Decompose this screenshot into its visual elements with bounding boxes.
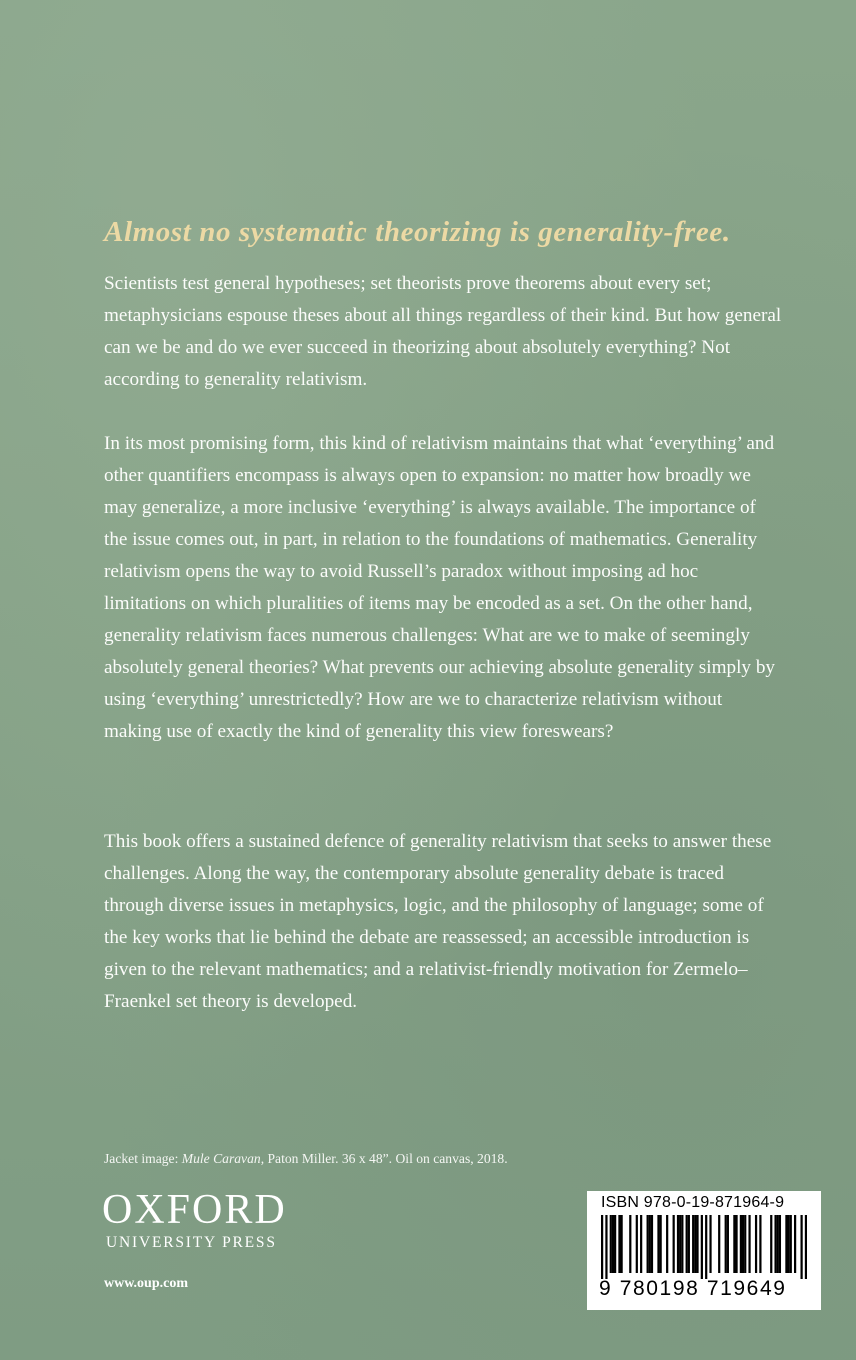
credit-details: , Paton Miller. 36 x 48”. Oil on canvas, 2018.	[260, 1151, 508, 1166]
barcode-bar	[742, 1215, 744, 1273]
barcode-bar	[605, 1215, 607, 1279]
barcode-bar	[779, 1215, 781, 1273]
jacket-image-credit	[104, 1151, 508, 1167]
barcode-icon	[601, 1215, 807, 1279]
barcode-bar	[692, 1215, 694, 1273]
blurb-paragraph-2: In its most promising form, this kind of relativism maintains that what ‘everything’ and other quantifiers encompass is always open to expansion: no matter how broadly we may generalize, a more inclusive ‘everything’ is always available. The importance of the issue comes out, in part, in relation to the foundations of mathematics. Generality relativism opens the way to avoid Russell’s paradox without imposing ad hoc limitations on which pluralities of items may be encoded as a set. On the other hand, generality relativism faces numerous challenges: What are we to make of seemingly absolutely general theories? What prevents our achieving absolute generality simply by using ‘everything’ unrestrictedly? How are we to characterize relativism without making use of exactly the kind of generality this view foreswears?	[104, 433, 776, 742]
barcode-bar	[800, 1215, 802, 1279]
barcode-bar	[785, 1215, 787, 1273]
barcode-bar	[790, 1215, 792, 1273]
barcode-bar	[744, 1215, 746, 1273]
barcode-bar	[735, 1215, 737, 1273]
barcode-bar	[621, 1215, 623, 1273]
isbn-label: ISBN 978-0-19-871964-9	[601, 1194, 785, 1211]
barcode-bar	[733, 1215, 735, 1273]
barcode-bar	[614, 1215, 616, 1273]
barcode-bar	[686, 1215, 688, 1273]
barcode-bar	[651, 1215, 653, 1273]
barcode-bar	[677, 1215, 679, 1273]
barcode-bar	[705, 1215, 707, 1279]
barcode-bar	[740, 1215, 742, 1273]
barcode-bar	[681, 1215, 683, 1273]
tagline: Almost no systematic theorizing is generality-free.	[104, 216, 731, 248]
barcode-bar	[701, 1215, 703, 1279]
barcode-bar	[629, 1215, 631, 1273]
barcode-bar	[696, 1215, 698, 1273]
publisher-website: www.oup.com	[104, 1276, 189, 1291]
barcode-digits: 9 780198 719649	[599, 1277, 787, 1300]
publisher-subtitle: UNIVERSITY PRESS	[106, 1234, 277, 1251]
barcode-bar	[755, 1215, 757, 1273]
barcode-bar	[666, 1215, 668, 1273]
barcode-bar	[787, 1215, 789, 1273]
barcode-bar	[649, 1215, 651, 1273]
barcode-bar	[688, 1215, 690, 1273]
publisher-logo: OXFORD	[102, 1187, 287, 1233]
blurb-paragraph-1: Scientists test general hypotheses; set theorists prove theorems about every set; metaphysicians espouse theses about all things regardless of their kind. But how general can we be and do we ever succeed in theorizing about absolutely everything? Not according to generality relativism.	[104, 273, 782, 390]
barcode-bar	[770, 1215, 772, 1273]
barcode-bar	[709, 1215, 711, 1273]
barcode-bar	[601, 1215, 603, 1279]
barcode-bar	[618, 1215, 620, 1273]
barcode-bar	[725, 1215, 727, 1273]
barcode-bar	[640, 1215, 642, 1273]
barcode-bar	[610, 1215, 612, 1273]
barcode-bar	[657, 1215, 659, 1273]
barcode-bar	[727, 1215, 729, 1273]
barcode-bar	[777, 1215, 779, 1273]
barcode-bar	[774, 1215, 776, 1273]
barcode-bar	[694, 1215, 696, 1273]
barcode-bar	[759, 1215, 761, 1273]
barcode-bar	[748, 1215, 750, 1273]
barcode-bar	[673, 1215, 675, 1273]
barcode-bar	[679, 1215, 681, 1273]
barcode-bar	[805, 1215, 807, 1279]
credit-prefix: Jacket image:	[104, 1151, 182, 1166]
barcode-bar	[718, 1215, 720, 1273]
barcode-bar	[660, 1215, 662, 1273]
blurb-paragraph-3: This book offers a sustained defence of generality relativism that seeks to answer these challenges. Along the way, the contemporary absolute generality debate is traced through diverse issues in metaphysics, logic, and the philosophy of language; some of the key works that lie behind the debate are reassessed; an accessible introduction is given to the relevant mathematics; and a relativist-friendly motivation for Zermelo–Fraenkel set theory is developed.	[104, 831, 772, 1012]
barcode-panel	[587, 1191, 821, 1310]
barcode-bar	[647, 1215, 649, 1273]
barcode-bar	[794, 1215, 796, 1273]
barcode-bar	[636, 1215, 638, 1273]
artwork-title: Mule Caravan	[181, 1151, 261, 1166]
barcode-bar	[612, 1215, 614, 1273]
